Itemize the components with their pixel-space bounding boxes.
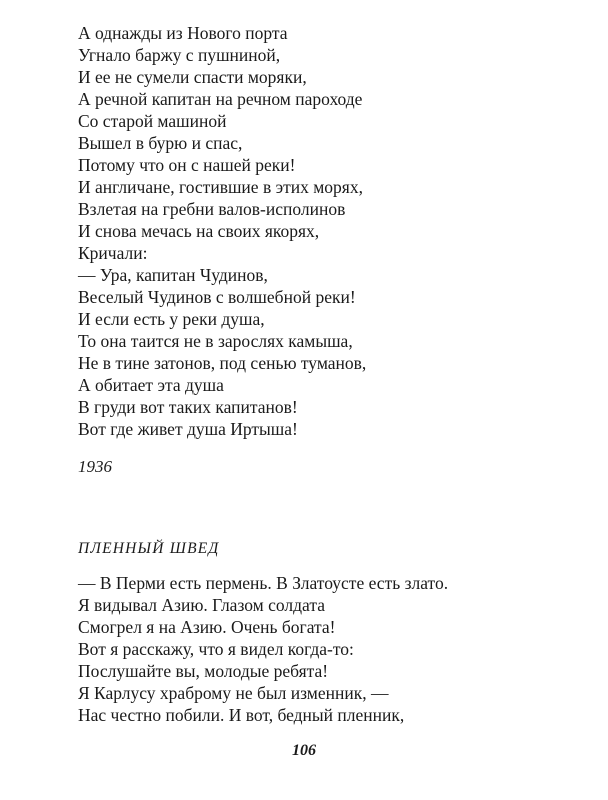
- poem-line: Я Карлусу храброму не был изменник, —: [78, 683, 389, 703]
- poem-line: И англичане, гостившие в этих морях,: [78, 177, 363, 197]
- poem-line: Послушайте вы, молодые ребята!: [78, 661, 329, 681]
- poem-line: Взлетая на гребни валов-исполинов: [78, 199, 346, 219]
- poem-line: Вышел в бурю и спас,: [78, 133, 243, 153]
- poem-line: Я видывал Азию. Глазом солдата: [78, 595, 325, 615]
- poem-line: — В Перми есть пермень. В Златоусте есть злато.: [78, 573, 449, 593]
- poem-line: А обитает эта душа: [78, 375, 224, 395]
- poem-line: А однажды из Нового порта: [78, 23, 288, 43]
- poem-line: Потому что он с нашей реки!: [78, 155, 296, 175]
- poem-line: Вот я расскажу, что я видел когда-то:: [78, 639, 354, 659]
- poem-line: А речной капитан на речном пароходе: [78, 89, 363, 109]
- poem-line: Смогрел я на Азию. Очень богата!: [78, 617, 336, 637]
- poem-line: Кричали:: [78, 243, 148, 263]
- poem-line: Не в тине затонов, под сенью туманов,: [78, 353, 367, 373]
- poem-line: И снова мечась на своих якорях,: [78, 221, 320, 241]
- poem2-stanza-2: [78, 682, 404, 726]
- poem1-stanza-4: [78, 418, 298, 440]
- poem-line: Со старой машиной: [78, 111, 227, 131]
- poem-line: То она таится не в зарослях камыша,: [78, 331, 353, 351]
- poem-date: 1936: [78, 457, 112, 476]
- poem1-stanza-1: [78, 22, 362, 176]
- poem-line: Нас честно побили. И вот, бедный пленник,: [78, 705, 405, 725]
- poem-title: ПЛЕННЫЙ ШВЕД: [78, 540, 220, 557]
- poem-line: Угнало баржу с пушниной,: [78, 45, 281, 65]
- poem1-stanza-2: [78, 176, 363, 308]
- poem1-stanza-3: [78, 308, 366, 418]
- poem-line: И если есть у реки душа,: [78, 309, 265, 329]
- poem-line: В груди вот таких капитанов!: [78, 397, 298, 417]
- poem-line: — Ура, капитан Чудинов,: [78, 265, 268, 285]
- poem-line: Вот где живет душа Иртыша!: [78, 419, 298, 439]
- poem2-stanza-1: [78, 572, 448, 682]
- page-number: 106: [292, 742, 316, 759]
- poem-line: И ее не сумели спасти моряки,: [78, 67, 307, 87]
- poem-line: Веселый Чудинов с волшебной реки!: [78, 287, 356, 307]
